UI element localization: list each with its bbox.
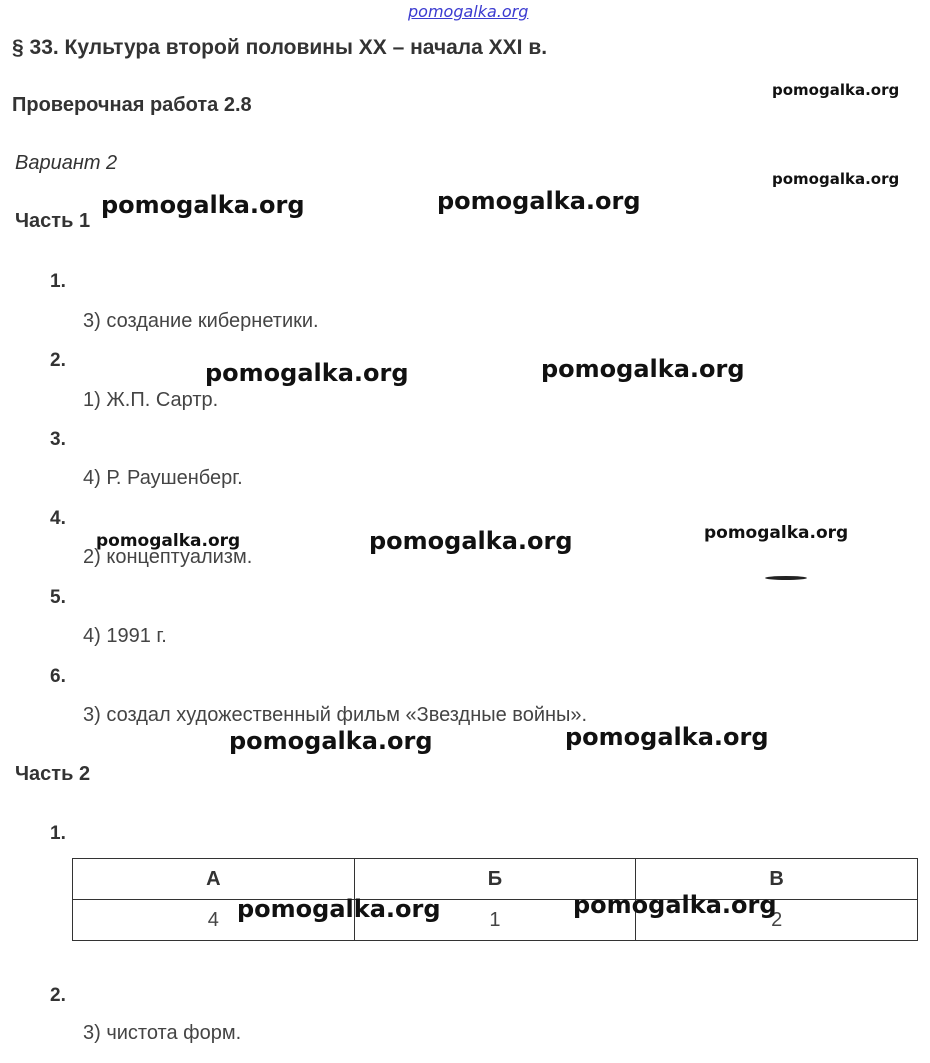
question-number: 5. [50, 587, 66, 608]
question-answer: 4) Р. Раушенберг. [83, 467, 243, 489]
watermark: pomogalka.org [437, 187, 641, 215]
watermark: pomogalka.org [541, 355, 745, 383]
table-header-cell: Б [354, 859, 636, 900]
table-cell: 4 [73, 900, 355, 941]
watermark: pomogalka.org [205, 359, 409, 387]
question-number: 1. [50, 823, 66, 844]
watermark: pomogalka.org [565, 723, 769, 751]
question-number: 1. [50, 271, 66, 292]
watermark: pomogalka.org [237, 895, 441, 923]
page-title: § 33. Культура второй половины XX – начала XXI в. [12, 36, 548, 59]
watermark: pomogalka.org [229, 727, 433, 755]
table-cell: 1 [354, 900, 636, 941]
watermark: pomogalka.org [772, 170, 900, 188]
question-number: 2. [50, 350, 66, 371]
table-header-cell: В [636, 859, 918, 900]
question-number: 2. [50, 985, 66, 1006]
watermark: pomogalka.org [573, 891, 777, 919]
table-row [73, 900, 918, 941]
watermark: pomogalka.org [704, 523, 849, 543]
watermark: pomogalka.org [369, 527, 573, 555]
table-header-row [73, 859, 918, 900]
answer-table [72, 858, 918, 941]
question-answer: 3) чистота форм. [83, 1022, 242, 1044]
question-answer: 3) создание кибернетики. [83, 310, 319, 332]
question-answer: 4) 1991 г. [83, 625, 167, 647]
question-number: 4. [50, 508, 66, 529]
question-number: 6. [50, 666, 66, 687]
watermark: pomogalka.org [101, 191, 305, 219]
watermark: pomogalka.org [96, 531, 241, 551]
table-header-cell: А [73, 859, 355, 900]
site-watermark-link[interactable]: pomogalka.org [408, 2, 529, 21]
question-answer: 1) Ж.П. Сартр. [83, 389, 219, 411]
part-1-heading: Часть 1 [15, 210, 91, 232]
question-number: 3. [50, 429, 66, 450]
question-answer: 2) концептуализм. [83, 546, 253, 568]
table-cell: 2 [636, 900, 918, 941]
worksheet-title: Проверочная работа 2.8 [12, 94, 252, 116]
part-2-heading: Часть 2 [15, 763, 91, 785]
watermark: pomogalka.org [772, 81, 900, 99]
ink-smudge [765, 576, 807, 580]
variant-label: Вариант 2 [15, 152, 118, 174]
question-answer: 3) создал художественный фильм «Звездные войны». [83, 704, 588, 726]
